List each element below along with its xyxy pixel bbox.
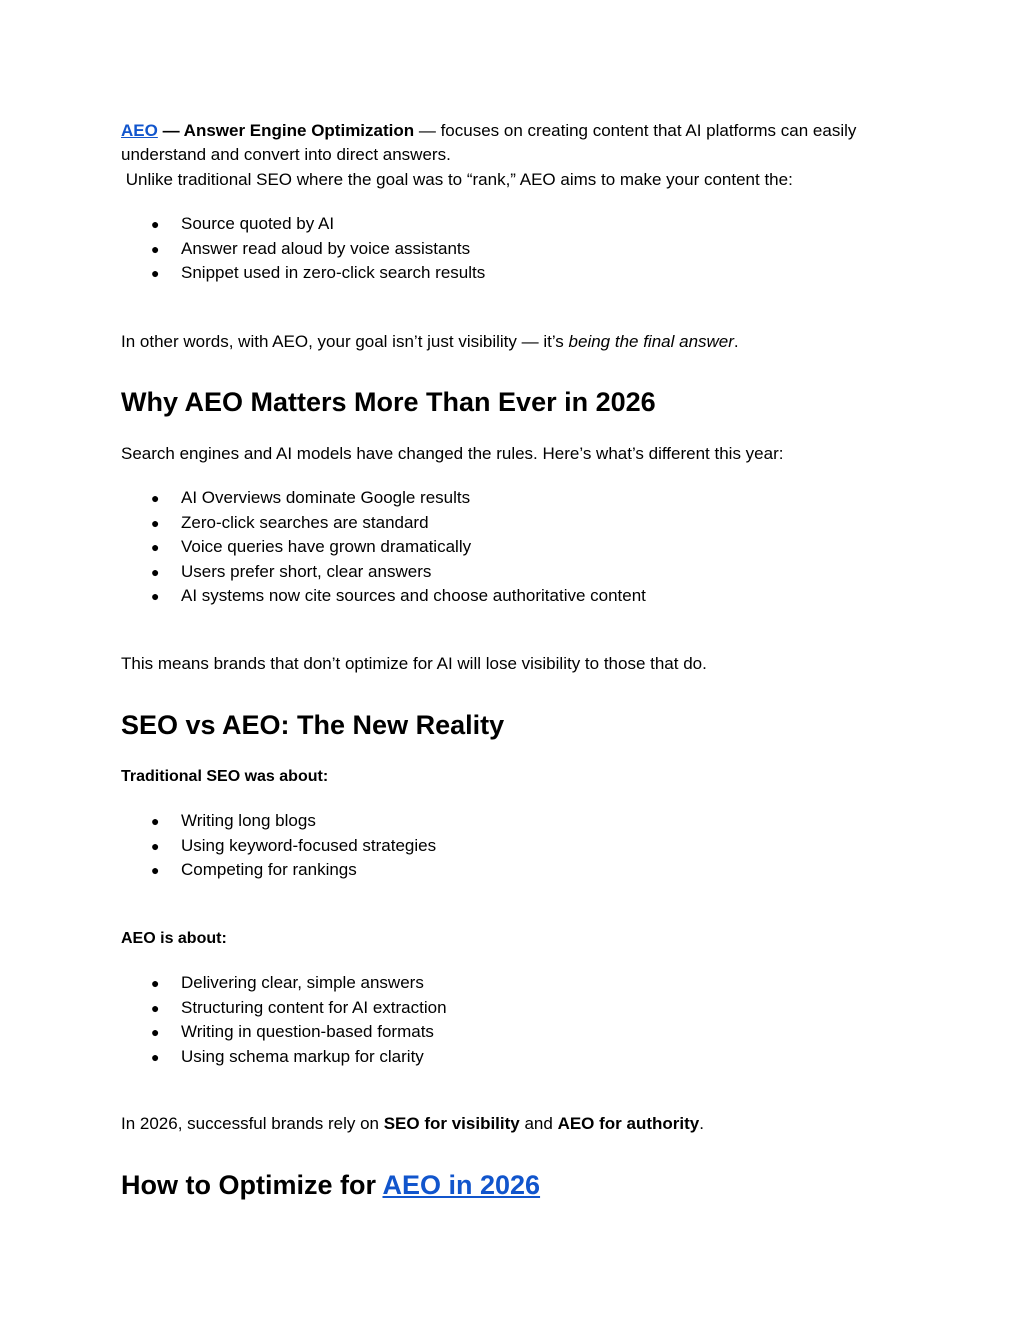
closing-end: .: [699, 1114, 704, 1133]
list-item: [121, 237, 881, 262]
bullet-icon: ●: [151, 975, 160, 991]
bullet-icon: ●: [151, 837, 160, 854]
intro-bold-term: Answer Engine Optimization: [183, 121, 415, 140]
closing-bold-seo: SEO for visibility: [383, 1114, 520, 1133]
intro-bullet-list: [121, 212, 881, 286]
intro-rest: — focuses on creating content that AI platforms can easily understand and convert into direct answers.: [121, 121, 857, 164]
list-item: [121, 511, 881, 536]
list-item: [121, 486, 881, 511]
list-item: [121, 560, 881, 585]
aeo-bullet-list: [121, 971, 881, 1069]
heading-text: How to Optimize for: [121, 1170, 383, 1200]
intro-summary: [121, 330, 739, 354]
closing-mid: and: [519, 1114, 558, 1133]
list-item-text: Answer read aloud by voice assistants: [181, 238, 471, 258]
summary-italic: being the final answer: [568, 332, 734, 351]
list-item: [121, 261, 881, 286]
list-item-text: Voice queries have grown dramatically: [181, 537, 472, 556]
aeo-label: AEO is about:: [121, 930, 227, 947]
section2-closing: [121, 1112, 704, 1136]
bullet-icon: ●: [151, 999, 160, 1016]
summary-text: In other words, with AEO, your goal isn’t just visibility — it’s: [121, 332, 569, 351]
section1-lead: Search engines and AI models have changed the rules. Here’s what’s different this year:: [121, 444, 784, 463]
aeo-link[interactable]: AEO: [121, 121, 158, 140]
bullet-icon: ●: [151, 265, 160, 281]
heading-why-aeo: Why AEO Matters More Than Ever in 2026: [121, 387, 656, 417]
bullet-icon: ●: [151, 539, 160, 555]
list-item-text: Using schema markup for clarity: [181, 1046, 424, 1066]
list-item-text: Writing long blogs: [181, 811, 316, 830]
aeo-2026-link[interactable]: AEO in 2026: [382, 1170, 541, 1200]
intro-paragraph: [121, 119, 881, 167]
intro-dash: —: [157, 121, 184, 140]
bullet-icon: ●: [151, 862, 160, 878]
list-item: [121, 212, 881, 237]
list-item-text: Zero-click searches are standard: [181, 512, 429, 532]
list-item-text: Users prefer short, clear answers: [181, 561, 432, 581]
bullet-icon: ●: [151, 240, 160, 257]
closing-text: In 2026, successful brands rely on: [121, 1114, 384, 1133]
heading-how-to-optimize: [121, 1168, 540, 1202]
list-item: [121, 996, 881, 1021]
list-item-text: AI Overviews dominate Google results: [181, 488, 471, 507]
list-item-text: Snippet used in zero-click search results: [181, 263, 486, 282]
list-item-text: Competing for rankings: [181, 860, 357, 879]
seo-bullet-list: [121, 809, 881, 883]
closing-bold-aeo: AEO for authority: [557, 1114, 700, 1133]
list-item: [121, 834, 881, 859]
bullet-icon: ●: [151, 588, 160, 604]
bullet-icon: ●: [151, 216, 160, 232]
section1-closing: This means brands that don’t optimize for AI will lose visibility to those that do.: [121, 654, 707, 673]
bullet-icon: ●: [151, 563, 160, 580]
list-item: [121, 971, 881, 996]
list-item-text: Structuring content for AI extraction: [181, 997, 447, 1017]
bullet-icon: ●: [151, 1024, 160, 1040]
list-item: [121, 809, 881, 834]
intro-line2: Unlike traditional SEO where the goal was to “rank,” AEO aims to make your content the:: [121, 170, 793, 189]
section1-bullet-list: [121, 486, 881, 609]
heading-seo-vs-aeo: SEO vs AEO: The New Reality: [121, 710, 505, 740]
list-item: [121, 1045, 881, 1070]
seo-label: Traditional SEO was about:: [121, 768, 329, 785]
list-item-text: Delivering clear, simple answers: [181, 973, 424, 992]
bullet-icon: ●: [151, 1048, 160, 1065]
list-item: [121, 584, 881, 609]
list-item-text: AI systems now cite sources and choose authoritative content: [181, 586, 646, 605]
list-item: [121, 858, 881, 883]
bullet-icon: ●: [151, 490, 160, 506]
bullet-icon: ●: [151, 514, 160, 531]
list-item-text: Using keyword-focused strategies: [181, 835, 437, 855]
summary-end: .: [733, 332, 739, 351]
list-item-text: Source quoted by AI: [181, 214, 335, 233]
list-item-text: Writing in question-based formats: [181, 1022, 434, 1041]
list-item: [121, 535, 881, 560]
bullet-icon: ●: [151, 813, 160, 829]
list-item: [121, 1020, 881, 1045]
